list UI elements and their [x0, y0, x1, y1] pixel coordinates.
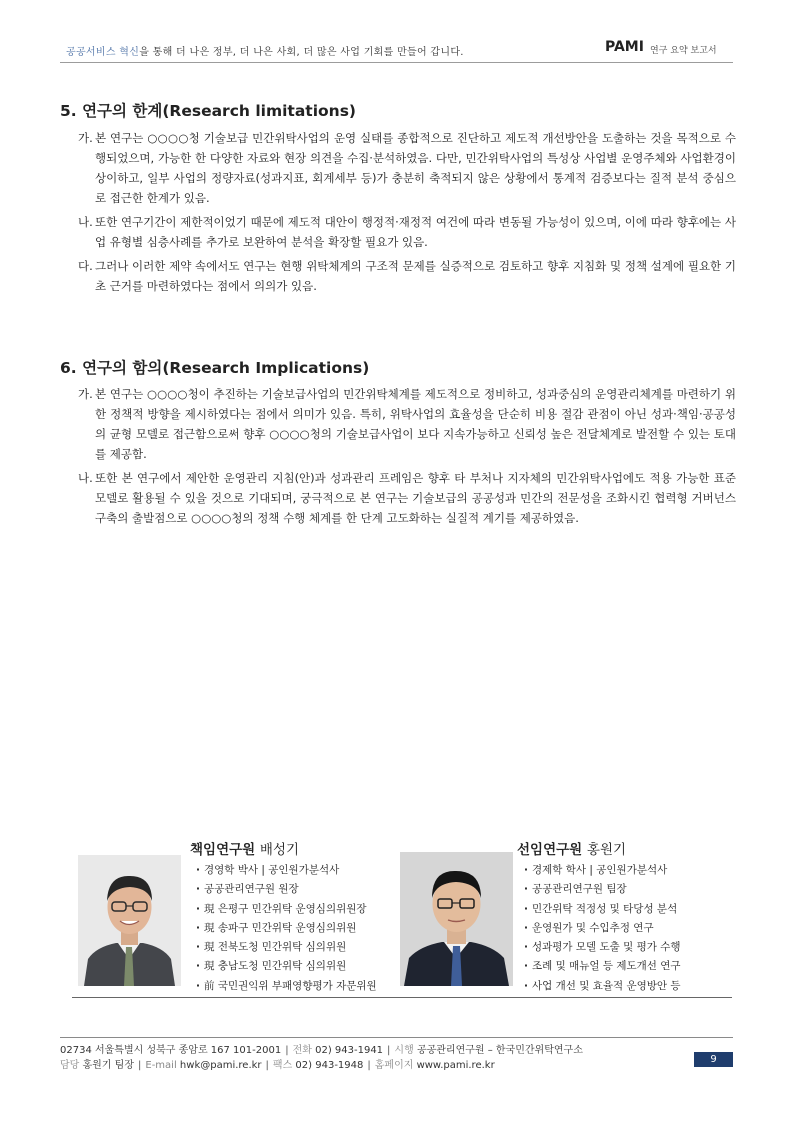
- footer-email[interactable]: hwk@pami.re.kr: [179, 1060, 262, 1071]
- profile-role: 선임연구원: [517, 842, 583, 858]
- profile-name: 홍원기: [586, 842, 627, 858]
- footer-line-1: 02734 서울특별시 성북구 종암로 167 101-2001 | 전화 02) 943-1941 | 시행 공공관리연구원 – 한국민간위탁연구소: [60, 1045, 583, 1056]
- item-text: 또한 본 연구에서 제안한 운영관리 지침(안)과 성과관리 프레임은 향후 타 부처나 지자체의 민간위탁사업에도 적용 가능한 표준모델로 활용될 수 있을 것으로 기대되며, 궁극적으로 본 연구는 기술보급의 공공성과 민간의 전문성을 조화시킨 협력형 거버넌스 구축의 출발점으로 ○○○○청의 정책 수행 체계를 한 단계 고도화하는 실질적 계기를 제공하였음.: [95, 471, 736, 525]
- credential-item: · 운영원가 및 수입추정 연구: [524, 919, 681, 938]
- header-slogan: [66, 43, 464, 58]
- report-label: 연구 요약 보고서: [650, 46, 717, 56]
- footer-publisher-label: 시행: [394, 1045, 414, 1056]
- item-text: 본 연구는 ○○○○청 기술보급 민간위탁사업의 운영 실태를 종합적으로 진단하고 제도적 개선방안을 도출하는 것을 목적으로 수행되었으며, 가능한 한 다양한 자료와 현장 의견을 수집·분석하였음. 다만, 민간위탁사업의 특성상 사업별 운영주체와 사업환경이 상이하고, 일부 사업의 정량자료(성과지표, 회계세부 등)가 충분히 축적되지 않은 상황에서 통계적 검증보다는 질적 분석 중심으로 접근한 한계가 있음.: [95, 131, 736, 205]
- item-marker: 가.: [78, 131, 93, 145]
- section-6-item-a: [78, 384, 736, 464]
- credential-item: · 경제학 학사 | 공인원가분석사: [524, 861, 681, 880]
- credential-item: · 조례 및 매뉴얼 등 제도개선 연구: [524, 957, 681, 976]
- item-text: 본 연구는 ○○○○청이 추진하는 기술보급사업의 민간위탁체계를 제도적으로 정비하고, 성과중심의 운영관리체계를 마련하기 위한 정책적 방향을 제시하였다는 점에서 의미가 있음. 특히, 위탁사업의 효율성을 단순히 비용 절감 관점이 아닌 성과·책임·공공성의 균형 모델로 접근함으로써 향후 ○○○○청의 기술보급사업이 보다 지속가능하고 신뢰성 높은 전달체계로 발전할 수 있는 토대를 제공함.: [95, 387, 736, 461]
- item-marker: 가.: [78, 387, 93, 401]
- footer-web[interactable]: www.pami.re.kr: [416, 1060, 495, 1071]
- profile-divider: [72, 997, 732, 998]
- credential-item: · 경영학 박사 | 공인원가분석사: [196, 861, 377, 880]
- page-header: [60, 40, 733, 63]
- item-marker: 나.: [78, 215, 93, 229]
- profile-2-photo: [400, 852, 513, 986]
- credential-item: · 공공관리연구원 팀장: [524, 880, 681, 899]
- credential-item: · 민간위탁 적정성 및 타당성 분석: [524, 900, 681, 919]
- footer-tel: 02) 943-1941: [315, 1045, 384, 1056]
- section-5-item-a: [78, 128, 736, 208]
- profile-1-credentials: [196, 861, 377, 996]
- footer-contact: 홍원기 팀장: [82, 1060, 134, 1071]
- credential-item: · 前 국민권익위 부패영향평가 자문위원: [196, 977, 377, 996]
- slogan-rest: 을 통해 더 나은 정부, 더 나은 사회, 더 많은 사업 기회를 만들어 갑니다.: [139, 47, 464, 58]
- section-5-title: 5. 연구의 한계(Research limitations): [60, 102, 356, 120]
- profile-1-heading: [190, 838, 299, 858]
- credential-item: · 現 은평구 민간위탁 운영심의위원장: [196, 900, 377, 919]
- credential-item: · 現 충남도청 민간위탁 심의위원: [196, 957, 377, 976]
- footer-tel-label: 전화: [292, 1045, 312, 1056]
- footer-fax-label: 팩스: [272, 1060, 293, 1071]
- item-marker: 나.: [78, 471, 93, 485]
- section-6-item-b: [78, 468, 736, 528]
- footer-contact-label: 담당: [60, 1060, 80, 1071]
- section-6-title: 6. 연구의 함의(Research Implications): [60, 359, 370, 377]
- credential-item: · 공공관리연구원 원장: [196, 880, 377, 899]
- footer-email-label: E-mail: [145, 1060, 177, 1071]
- profile-2-heading: [517, 838, 626, 858]
- footer-fax: 02) 943-1948: [295, 1060, 364, 1071]
- section-5-item-b: [78, 212, 736, 252]
- footer-publisher: 공공관리연구원 – 한국민간위탁연구소: [416, 1045, 583, 1056]
- item-text: 그러나 이러한 제약 속에서도 연구는 현행 위탁체계의 구조적 문제를 실증적으로 검토하고 향후 지침화 및 정책 설계에 필요한 기초 근거를 마련하였다는 점에서 의의가 있음.: [95, 259, 736, 293]
- profile-1-photo: [78, 855, 181, 986]
- credential-item: · 사업 개선 및 효율적 운영방안 등: [524, 977, 681, 996]
- brand-logo-text: PAMI: [605, 39, 644, 55]
- footer-line-2: 담당 홍원기 팀장 | E-mail hwk@pami.re.kr | 팩스 02) 943-1948 | 홈페이지 www.pami.re.kr: [60, 1060, 495, 1071]
- page-number: 9: [694, 1052, 733, 1067]
- credential-item: · 現 전북도청 민간위탁 심의위원: [196, 938, 377, 957]
- credential-item: · 現 송파구 민간위탁 운영심의위원: [196, 919, 377, 938]
- credential-item: · 성과평가 모델 도출 및 평가 수행: [524, 938, 681, 957]
- item-text: 또한 연구기간이 제한적이었기 때문에 제도적 대안이 행정적·재정적 여건에 따라 변동될 가능성이 있으며, 이에 따라 향후에는 사업 유형별 심층사례를 추가로 보완하여 분석을 확장할 필요가 있음.: [95, 215, 736, 249]
- profile-name: 배성기: [259, 842, 300, 858]
- profile-role: 책임연구원: [190, 842, 256, 858]
- footer-rule: [60, 1037, 733, 1038]
- footer-address: 02734 서울특별시 성북구 종암로 167 101-2001: [60, 1045, 282, 1056]
- profile-2-credentials: [524, 861, 681, 996]
- slogan-accent: 공공서비스 혁신: [66, 47, 140, 58]
- section-5-item-c: [78, 256, 736, 296]
- item-marker: 다.: [78, 259, 93, 273]
- footer-web-label: 홈페이지: [374, 1060, 414, 1071]
